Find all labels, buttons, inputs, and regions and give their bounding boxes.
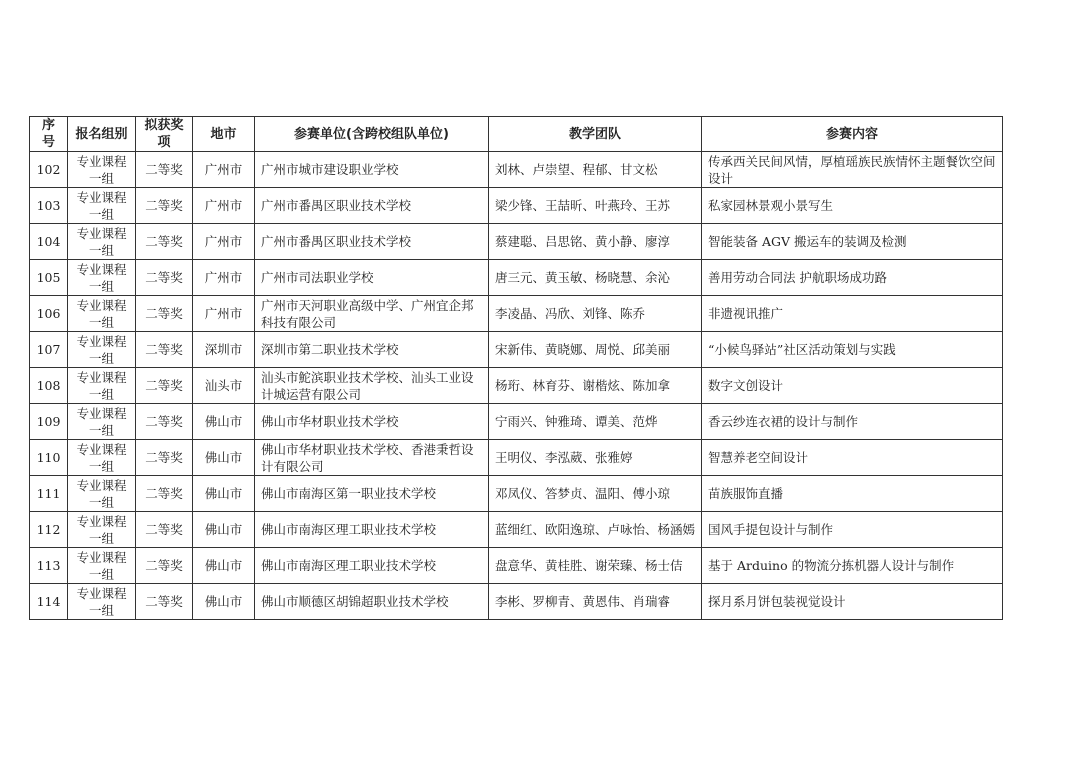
header-team: 教学团队 [489,117,702,152]
table-row [30,188,1003,224]
row-city: 佛山市 [193,584,255,620]
row-award: 二等奖 [136,404,193,440]
row-award: 二等奖 [136,440,193,476]
row-city: 佛山市 [193,512,255,548]
row-group: 专业课程一组 [68,584,136,620]
row-award: 二等奖 [136,584,193,620]
table-row [30,296,1003,332]
row-city: 广州市 [193,188,255,224]
header-city: 地市 [193,117,255,152]
row-award: 二等奖 [136,224,193,260]
table-row [30,332,1003,368]
row-unit: 汕头市鮀滨职业技术学校、汕头工业设计城运营有限公司 [255,368,489,404]
row-content: 私家园林景观小景写生 [702,188,1003,224]
row-city: 广州市 [193,260,255,296]
row-group: 专业课程一组 [68,152,136,188]
table-row [30,440,1003,476]
row-content: 苗族服饰直播 [702,476,1003,512]
header-group: 报名组别 [68,117,136,152]
row-unit: 广州市番禺区职业技术学校 [255,188,489,224]
row-team: 李彬、罗柳青、黄恩伟、肖瑞睿 [489,584,702,620]
row-city: 深圳市 [193,332,255,368]
row-city: 佛山市 [193,476,255,512]
table-row [30,152,1003,188]
row-content: 智慧养老空间设计 [702,440,1003,476]
row-content: 国风手提包设计与制作 [702,512,1003,548]
row-team: 蔡建聪、吕思铭、黄小静、廖淳 [489,224,702,260]
row-city: 佛山市 [193,440,255,476]
row-number: 108 [30,368,68,404]
row-number: 103 [30,188,68,224]
table-row [30,512,1003,548]
row-number: 107 [30,332,68,368]
row-unit: 广州市司法职业学校 [255,260,489,296]
row-number: 105 [30,260,68,296]
row-group: 专业课程一组 [68,404,136,440]
row-award: 二等奖 [136,296,193,332]
row-content: 善用劳动合同法 护航职场成功路 [702,260,1003,296]
table-row [30,584,1003,620]
row-award: 二等奖 [136,332,193,368]
row-group: 专业课程一组 [68,440,136,476]
row-number: 104 [30,224,68,260]
row-team: 杨珩、林育芬、谢楷炫、陈加拿 [489,368,702,404]
row-team: 梁少锋、王喆昕、叶燕玲、王苏 [489,188,702,224]
row-group: 专业课程一组 [68,548,136,584]
row-group: 专业课程一组 [68,368,136,404]
table-row [30,404,1003,440]
row-number: 111 [30,476,68,512]
row-award: 二等奖 [136,548,193,584]
row-award: 二等奖 [136,260,193,296]
row-content: 智能装备 AGV 搬运车的装调及检测 [702,224,1003,260]
row-group: 专业课程一组 [68,224,136,260]
table-row [30,368,1003,404]
header-content: 参赛内容 [702,117,1003,152]
row-city: 广州市 [193,296,255,332]
header-unit: 参赛单位(含跨校组队单位) [255,117,489,152]
table-body [30,152,1003,620]
row-team: 宁雨兴、钟雅琦、谭美、范烨 [489,404,702,440]
table-row [30,476,1003,512]
row-team: 唐三元、黄玉敏、杨晓慧、余沁 [489,260,702,296]
row-team: 刘林、卢崇望、程郁、甘文松 [489,152,702,188]
row-team: 蓝细红、欧阳逸琼、卢咏怡、杨涵嫣 [489,512,702,548]
row-unit: 深圳市第二职业技术学校 [255,332,489,368]
row-city: 汕头市 [193,368,255,404]
row-content: 数字文创设计 [702,368,1003,404]
row-unit: 佛山市南海区理工职业技术学校 [255,548,489,584]
row-number: 106 [30,296,68,332]
row-city: 佛山市 [193,548,255,584]
row-unit: 佛山市南海区第一职业技术学校 [255,476,489,512]
row-team: 宋新伟、黄晓娜、周悦、邱美丽 [489,332,702,368]
row-number: 112 [30,512,68,548]
row-content: “小候鸟驿站”社区活动策划与实践 [702,332,1003,368]
row-group: 专业课程一组 [68,476,136,512]
row-group: 专业课程一组 [68,296,136,332]
row-award: 二等奖 [136,476,193,512]
row-number: 114 [30,584,68,620]
row-unit: 佛山市南海区理工职业技术学校 [255,512,489,548]
row-team: 李凌晶、冯欣、刘锋、陈乔 [489,296,702,332]
row-group: 专业课程一组 [68,188,136,224]
row-content: 非遗视讯推广 [702,296,1003,332]
row-team: 盘意华、黄桂胜、谢荣臻、杨士佶 [489,548,702,584]
row-group: 专业课程一组 [68,332,136,368]
row-unit: 佛山市华材职业技术学校、香港秉哲设计有限公司 [255,440,489,476]
row-award: 二等奖 [136,512,193,548]
row-content: 传承西关民间风情，厚植瑶族民族情怀主题餐饮空间设计 [702,152,1003,188]
row-team: 邓凤仪、答梦贞、温阳、傅小琼 [489,476,702,512]
row-content: 探月系月饼包装视觉设计 [702,584,1003,620]
row-city: 广州市 [193,224,255,260]
row-award: 二等奖 [136,152,193,188]
row-number: 110 [30,440,68,476]
row-content: 基于 Arduino 的物流分拣机器人设计与制作 [702,548,1003,584]
row-city: 佛山市 [193,404,255,440]
row-group: 专业课程一组 [68,260,136,296]
row-content: 香云纱连衣裙的设计与制作 [702,404,1003,440]
row-award: 二等奖 [136,368,193,404]
row-unit: 广州市天河职业高级中学、广州宜企邦科技有限公司 [255,296,489,332]
row-city: 广州市 [193,152,255,188]
table-row [30,260,1003,296]
header-row [30,117,1003,152]
row-number: 113 [30,548,68,584]
row-unit: 广州市城市建设职业学校 [255,152,489,188]
row-team: 王明仪、李泓葳、张雅婷 [489,440,702,476]
row-unit: 佛山市顺德区胡锦超职业技术学校 [255,584,489,620]
header-no: 序号 [30,117,68,152]
row-unit: 佛山市华材职业技术学校 [255,404,489,440]
row-award: 二等奖 [136,188,193,224]
table-row [30,548,1003,584]
table-row [30,224,1003,260]
row-number: 109 [30,404,68,440]
results-table [29,116,1003,620]
row-number: 102 [30,152,68,188]
row-unit: 广州市番禺区职业技术学校 [255,224,489,260]
header-award: 拟获奖项 [136,117,193,152]
row-group: 专业课程一组 [68,512,136,548]
